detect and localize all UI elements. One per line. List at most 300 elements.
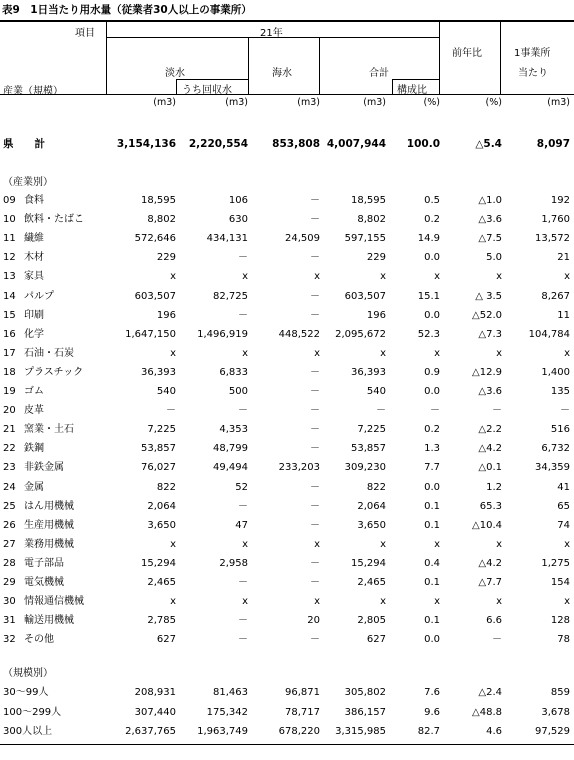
row-value: － bbox=[310, 366, 320, 378]
row-name: 食料 bbox=[24, 195, 44, 206]
row-value: － bbox=[238, 252, 248, 264]
row-value: 6.6 bbox=[486, 615, 502, 627]
vline-seawater-left bbox=[248, 37, 249, 95]
row-value: 1,963,749 bbox=[197, 726, 248, 737]
row-value: 7,225 bbox=[147, 424, 176, 436]
row-value: x bbox=[380, 596, 386, 608]
row-value: － bbox=[310, 290, 320, 302]
row-code: 23 bbox=[3, 462, 16, 474]
row-value: 135 bbox=[550, 386, 570, 397]
row-name: 印刷 bbox=[24, 309, 44, 321]
row-value: x bbox=[170, 347, 176, 359]
row-value: 13,572 bbox=[535, 233, 570, 245]
row-name: プラスチック bbox=[24, 366, 84, 378]
row-name: 電子部品 bbox=[24, 557, 64, 569]
row-value: 20 bbox=[307, 615, 320, 627]
header-industry: 産業（規模） bbox=[3, 86, 63, 97]
unit-seawater: (m3) bbox=[297, 97, 320, 108]
row-value: x bbox=[380, 538, 386, 550]
row-value: x bbox=[564, 347, 570, 359]
row-name: 生産用機械 bbox=[24, 519, 74, 531]
table-row bbox=[0, 479, 574, 496]
row-value: － bbox=[310, 557, 320, 569]
table-row bbox=[0, 517, 574, 534]
row-value: x bbox=[434, 596, 440, 608]
row-name: 繊維 bbox=[24, 233, 44, 245]
table-row bbox=[0, 498, 574, 515]
row-value: 1.3 bbox=[424, 443, 440, 455]
row-value: 106 bbox=[228, 195, 248, 206]
table-row bbox=[0, 249, 574, 266]
row-value: 3,315,985 bbox=[335, 726, 386, 737]
row-code: 09 bbox=[3, 195, 16, 206]
row-value: 0.9 bbox=[424, 366, 440, 378]
row-value: △2.2 bbox=[478, 424, 502, 436]
row-value: x bbox=[496, 271, 502, 283]
header-recycled: うち回収水 bbox=[182, 85, 232, 96]
row-value: － bbox=[238, 500, 248, 512]
row-name: 鉄鋼 bbox=[24, 443, 44, 455]
row-code: 30 bbox=[3, 596, 16, 608]
unit-yoy: (%) bbox=[485, 97, 502, 108]
row-value: － bbox=[238, 634, 248, 646]
row-value: 309,230 bbox=[344, 462, 386, 474]
table-title: 表9 1日当たり用水量（従業者30人以上の事業所） bbox=[2, 4, 252, 16]
row-value: △ 3.5 bbox=[475, 290, 502, 302]
row-value: 82.7 bbox=[417, 726, 440, 737]
row-code: 25 bbox=[3, 500, 16, 512]
table-row bbox=[0, 574, 574, 591]
row-value: 7.7 bbox=[424, 462, 440, 474]
industry-heading: （産業別） bbox=[3, 177, 53, 188]
row-value: x bbox=[564, 271, 570, 283]
row-value: 196 bbox=[366, 309, 386, 321]
row-name: 窯業・土石 bbox=[24, 424, 74, 436]
row-value: △7.7 bbox=[478, 577, 502, 588]
vline-item bbox=[106, 21, 107, 95]
row-code: 19 bbox=[3, 386, 16, 397]
row-value: 0.1 bbox=[424, 615, 440, 627]
table-row bbox=[0, 684, 574, 701]
row-value: △1.0 bbox=[478, 195, 502, 206]
row-value: 2,958 bbox=[219, 557, 248, 569]
row-value: 53,857 bbox=[351, 443, 386, 455]
row-value: 104,784 bbox=[528, 328, 570, 340]
row-code: 27 bbox=[3, 538, 16, 550]
table-row bbox=[0, 345, 574, 362]
row-value: 6,833 bbox=[219, 366, 248, 378]
row-name: 輸送用機械 bbox=[24, 615, 74, 627]
row-value: △3.6 bbox=[478, 214, 502, 226]
header-bottom-rule bbox=[0, 94, 574, 95]
vline-yoy-right bbox=[500, 21, 501, 95]
header-composition: 構成比 bbox=[397, 85, 427, 96]
unit-total: (m3) bbox=[363, 97, 386, 108]
row-value: 386,157 bbox=[344, 706, 386, 718]
row-value: 0.0 bbox=[424, 634, 440, 646]
row-name: 化学 bbox=[24, 328, 44, 340]
row-value: 540 bbox=[366, 386, 386, 397]
table-row bbox=[0, 631, 574, 648]
row-value: － bbox=[492, 634, 502, 646]
row-value: 48,799 bbox=[213, 443, 248, 455]
row-value: x bbox=[564, 538, 570, 550]
row-value: 192 bbox=[550, 195, 570, 206]
row-value: － bbox=[238, 405, 248, 417]
row-value: 36,393 bbox=[351, 366, 386, 378]
unit-freshwater: (m3) bbox=[153, 97, 176, 108]
row-value: 97,529 bbox=[535, 726, 570, 737]
row-code: 17 bbox=[3, 347, 16, 359]
row-value: 678,220 bbox=[278, 726, 320, 737]
row-code: 13 bbox=[3, 271, 16, 283]
row-value: － bbox=[310, 634, 320, 646]
row-value: 96,871 bbox=[285, 687, 320, 698]
row-value: － bbox=[238, 309, 248, 321]
row-value: 1,275 bbox=[541, 557, 570, 569]
row-code: 22 bbox=[3, 443, 16, 455]
row-value: 627 bbox=[366, 634, 386, 646]
total-label: 県 計 bbox=[3, 138, 45, 150]
row-value: － bbox=[560, 405, 570, 417]
row-value: － bbox=[166, 405, 176, 417]
row-value: 0.0 bbox=[424, 309, 440, 321]
row-value: 1.2 bbox=[486, 481, 502, 493]
row-value: － bbox=[310, 214, 320, 226]
header-total: 合計 bbox=[369, 68, 389, 79]
row-value: 603,507 bbox=[344, 290, 386, 302]
row-value: 859 bbox=[550, 687, 570, 698]
table-row bbox=[0, 326, 574, 343]
row-name: 飲料・たばこ bbox=[24, 214, 84, 226]
row-value: 82,725 bbox=[213, 290, 248, 302]
unit-per-site: (m3) bbox=[547, 97, 570, 108]
vline-composition bbox=[392, 79, 393, 95]
row-value: 5.0 bbox=[486, 252, 502, 264]
row-value: △52.0 bbox=[472, 309, 502, 321]
row-value: 7.6 bbox=[424, 687, 440, 698]
row-value: 65 bbox=[557, 500, 570, 512]
total-sum: 4,007,944 bbox=[326, 138, 386, 150]
row-value: x bbox=[564, 596, 570, 608]
header-yoy: 前年比 bbox=[452, 48, 482, 59]
row-value: 15.1 bbox=[417, 290, 440, 302]
row-value: 4,353 bbox=[219, 424, 248, 436]
row-value: 15,294 bbox=[351, 557, 386, 569]
unit-composition: (%) bbox=[423, 97, 440, 108]
row-value: － bbox=[492, 405, 502, 417]
row-value: x bbox=[314, 538, 320, 550]
row-value: 34,359 bbox=[535, 462, 570, 474]
row-name: 石油・石炭 bbox=[24, 347, 74, 359]
row-value: 229 bbox=[156, 252, 176, 264]
row-code: 20 bbox=[3, 405, 16, 417]
row-value: 0.0 bbox=[424, 481, 440, 493]
header-per-site-1: 1事業所 bbox=[514, 48, 551, 59]
row-value: 3,678 bbox=[541, 706, 570, 718]
row-value: 15,294 bbox=[141, 557, 176, 569]
row-value: 516 bbox=[550, 424, 570, 436]
row-name: ゴム bbox=[24, 386, 44, 397]
row-value: 597,155 bbox=[344, 233, 386, 245]
row-value: x bbox=[170, 538, 176, 550]
row-name: 情報通信機械 bbox=[24, 596, 84, 608]
row-value: 175,342 bbox=[206, 706, 248, 718]
table-row bbox=[0, 402, 574, 419]
row-value: 307,440 bbox=[134, 706, 176, 718]
header-item: 項目 bbox=[75, 28, 95, 39]
total-yoy: △5.4 bbox=[475, 138, 502, 150]
row-value: △7.5 bbox=[478, 233, 502, 245]
row-value: － bbox=[310, 252, 320, 264]
row-value: 2,805 bbox=[357, 615, 386, 627]
row-value: 4.6 bbox=[486, 726, 502, 737]
row-value: 0.0 bbox=[424, 252, 440, 264]
row-code: 21 bbox=[3, 424, 16, 436]
header-year: 21年 bbox=[260, 28, 283, 39]
row-value: － bbox=[310, 519, 320, 531]
row-value: 154 bbox=[550, 577, 570, 588]
row-value: 76,027 bbox=[141, 462, 176, 474]
row-name: その他 bbox=[24, 634, 54, 646]
row-value: 9.6 bbox=[424, 706, 440, 718]
row-name: 家具 bbox=[24, 271, 44, 283]
row-name: 電気機械 bbox=[24, 577, 64, 588]
row-value: 0.5 bbox=[424, 195, 440, 206]
row-value: － bbox=[430, 405, 440, 417]
row-value: 0.1 bbox=[424, 519, 440, 531]
recycled-box-top bbox=[176, 79, 248, 80]
row-value: △4.2 bbox=[478, 443, 502, 455]
row-code: 28 bbox=[3, 557, 16, 569]
row-value: 448,522 bbox=[278, 328, 320, 340]
row-value: 0.0 bbox=[424, 386, 440, 397]
row-value: 52.3 bbox=[417, 328, 440, 340]
row-value: 540 bbox=[156, 386, 176, 397]
row-value: 3,650 bbox=[357, 519, 386, 531]
row-value: 208,931 bbox=[134, 687, 176, 698]
row-code: 24 bbox=[3, 481, 16, 493]
table-row bbox=[0, 288, 574, 305]
row-value: 8,802 bbox=[147, 214, 176, 226]
row-value: 0.4 bbox=[424, 557, 440, 569]
row-value: 78,717 bbox=[285, 706, 320, 718]
row-value: 2,785 bbox=[147, 615, 176, 627]
row-value: 49,494 bbox=[213, 462, 248, 474]
row-value: 1,400 bbox=[541, 366, 570, 378]
row-value: 630 bbox=[228, 214, 248, 226]
row-value: 2,465 bbox=[357, 577, 386, 588]
total-composition: 100.0 bbox=[406, 138, 440, 150]
row-code: 14 bbox=[3, 290, 16, 302]
row-value: 0.1 bbox=[424, 500, 440, 512]
composition-box-top bbox=[392, 79, 439, 80]
total-per-site: 8,097 bbox=[536, 138, 570, 150]
row-value: 434,131 bbox=[206, 233, 248, 245]
table-row bbox=[0, 268, 574, 285]
row-value: 229 bbox=[366, 252, 386, 264]
row-value: x bbox=[496, 596, 502, 608]
header-seawater: 海水 bbox=[272, 68, 292, 79]
row-value: 47 bbox=[235, 519, 248, 531]
row-value: △2.4 bbox=[478, 687, 502, 698]
table-row bbox=[0, 307, 574, 324]
row-value: 3,650 bbox=[147, 519, 176, 531]
row-value: － bbox=[238, 577, 248, 588]
row-value: x bbox=[434, 347, 440, 359]
row-value: － bbox=[310, 500, 320, 512]
vline-seawater-right bbox=[319, 37, 320, 95]
row-value: x bbox=[170, 271, 176, 283]
row-value: △7.3 bbox=[478, 328, 502, 340]
row-value: △12.9 bbox=[472, 366, 502, 378]
row-value: 74 bbox=[557, 519, 570, 531]
row-value: － bbox=[310, 405, 320, 417]
row-value: 2,064 bbox=[357, 500, 386, 512]
row-value: 11 bbox=[557, 309, 570, 321]
row-value: x bbox=[434, 538, 440, 550]
row-value: － bbox=[238, 615, 248, 627]
row-value: △0.1 bbox=[478, 462, 502, 474]
row-value: － bbox=[310, 577, 320, 588]
row-value: 18,595 bbox=[351, 195, 386, 206]
row-value: △3.6 bbox=[478, 386, 502, 397]
row-code: 32 bbox=[3, 634, 16, 646]
table-row bbox=[0, 192, 574, 209]
table-row bbox=[0, 459, 574, 476]
row-value: 305,802 bbox=[344, 687, 386, 698]
header-per-site-2: 当たり bbox=[518, 68, 548, 79]
row-code: 11 bbox=[3, 233, 16, 245]
row-code: 10 bbox=[3, 214, 16, 226]
row-value: 18,595 bbox=[141, 195, 176, 206]
table-row bbox=[0, 421, 574, 438]
row-value: 8,267 bbox=[541, 290, 570, 302]
row-name: はん用機械 bbox=[24, 500, 74, 512]
row-value: 1,496,919 bbox=[197, 328, 248, 340]
row-value: 6,732 bbox=[541, 443, 570, 455]
row-name: 30～99人 bbox=[3, 687, 49, 698]
row-value: 65.3 bbox=[479, 500, 502, 512]
row-value: 81,463 bbox=[213, 687, 248, 698]
row-value: x bbox=[314, 596, 320, 608]
row-code: 16 bbox=[3, 328, 16, 340]
row-value: 603,507 bbox=[134, 290, 176, 302]
row-value: △48.8 bbox=[472, 706, 502, 718]
row-name: 金属 bbox=[24, 481, 44, 493]
row-value: － bbox=[310, 386, 320, 397]
row-value: 822 bbox=[366, 481, 386, 493]
row-value: 0.2 bbox=[424, 424, 440, 436]
row-value: 627 bbox=[156, 634, 176, 646]
vline-recycled bbox=[176, 79, 177, 95]
row-value: － bbox=[310, 195, 320, 206]
row-name: 非鉄金属 bbox=[24, 462, 64, 474]
row-value: 196 bbox=[156, 309, 176, 321]
table-bottom-rule bbox=[0, 744, 574, 745]
row-value: － bbox=[376, 405, 386, 417]
row-value: 1,647,150 bbox=[125, 328, 176, 340]
row-value: － bbox=[310, 481, 320, 493]
row-value: △4.2 bbox=[478, 557, 502, 569]
row-value: 78 bbox=[557, 634, 570, 646]
industry-heading-row bbox=[0, 174, 574, 191]
total-row bbox=[0, 136, 574, 153]
row-value: x bbox=[242, 271, 248, 283]
row-value: x bbox=[314, 271, 320, 283]
row-value: x bbox=[314, 347, 320, 359]
row-code: 26 bbox=[3, 519, 16, 531]
row-value: 21 bbox=[557, 252, 570, 264]
row-value: x bbox=[496, 538, 502, 550]
row-value: 14.9 bbox=[417, 233, 440, 245]
table-row bbox=[0, 704, 574, 721]
row-value: － bbox=[310, 424, 320, 436]
row-value: x bbox=[170, 596, 176, 608]
vline-yoy-left bbox=[439, 21, 440, 95]
row-value: x bbox=[434, 271, 440, 283]
row-name: 100～299人 bbox=[3, 706, 62, 718]
row-code: 31 bbox=[3, 615, 16, 627]
table-row bbox=[0, 536, 574, 553]
row-value: 0.2 bbox=[424, 214, 440, 226]
row-value: － bbox=[310, 309, 320, 321]
row-value: 2,064 bbox=[147, 500, 176, 512]
row-name: 業務用機械 bbox=[24, 538, 74, 550]
row-code: 29 bbox=[3, 577, 16, 588]
row-value: 53,857 bbox=[141, 443, 176, 455]
row-value: 7,225 bbox=[357, 424, 386, 436]
total-recycled: 2,220,554 bbox=[188, 138, 248, 150]
unit-recycled: (m3) bbox=[225, 97, 248, 108]
row-name: 300人以上 bbox=[3, 726, 53, 737]
row-value: 2,637,765 bbox=[125, 726, 176, 737]
row-value: 500 bbox=[228, 386, 248, 397]
row-value: x bbox=[242, 538, 248, 550]
row-value: － bbox=[310, 443, 320, 455]
row-name: 木材 bbox=[24, 252, 44, 264]
row-value: x bbox=[496, 347, 502, 359]
scale-heading: （規模別） bbox=[3, 668, 53, 679]
row-value: x bbox=[242, 347, 248, 359]
row-value: 8,802 bbox=[357, 214, 386, 226]
table-row bbox=[0, 593, 574, 610]
row-code: 15 bbox=[3, 309, 16, 321]
row-value: 2,095,672 bbox=[335, 328, 386, 340]
row-value: x bbox=[380, 271, 386, 283]
header-top-rule bbox=[0, 20, 574, 22]
row-value: 233,203 bbox=[278, 462, 320, 474]
table-row bbox=[0, 723, 574, 740]
total-seawater: 853,808 bbox=[272, 138, 320, 150]
row-value: 2,465 bbox=[147, 577, 176, 588]
row-value: x bbox=[380, 347, 386, 359]
table-row bbox=[0, 612, 574, 629]
row-name: パルプ bbox=[24, 290, 54, 302]
row-value: 128 bbox=[550, 615, 570, 627]
table-row bbox=[0, 364, 574, 381]
table-row bbox=[0, 440, 574, 457]
row-name: 皮革 bbox=[24, 405, 44, 417]
row-value: 41 bbox=[557, 481, 570, 493]
row-value: △10.4 bbox=[472, 519, 502, 531]
table-row bbox=[0, 555, 574, 572]
row-code: 18 bbox=[3, 366, 16, 378]
table-row bbox=[0, 383, 574, 400]
row-value: 52 bbox=[235, 481, 248, 493]
row-value: 822 bbox=[156, 481, 176, 493]
row-value: 24,509 bbox=[285, 233, 320, 245]
